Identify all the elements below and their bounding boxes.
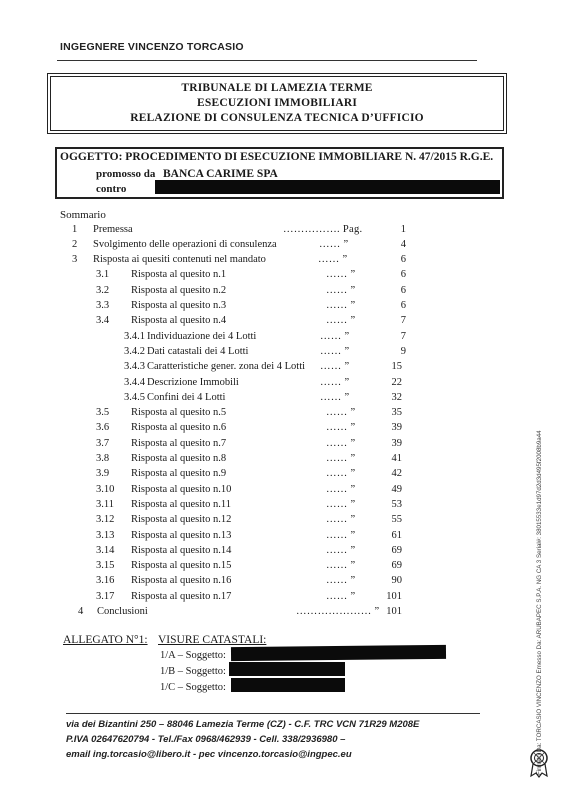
toc-page-number: 4: [400, 238, 406, 250]
toc-section-number: 3.2: [96, 284, 110, 296]
toc-section-title: Risposta al quesito n.10: [131, 483, 232, 495]
toc-section-number: 4: [78, 606, 84, 617]
toc-section-number: 3.4.3: [124, 361, 145, 373]
toc-leader: …… ”: [326, 422, 356, 434]
toc-page-number: 35: [391, 407, 402, 419]
promoter-value: BANCA CARIME SPA: [163, 168, 278, 180]
toc-leader: …… ”: [326, 560, 356, 572]
toc-leader: …… ”: [319, 238, 349, 250]
toc-section-number: 3.7: [96, 437, 110, 449]
toc-leader: …… ”: [326, 453, 356, 464]
toc-leader: …… ”: [326, 483, 356, 495]
toc-row: [0, 484, 565, 499]
toc-leader: …… ”: [320, 361, 350, 373]
toc-section-number: 3.17: [96, 590, 115, 602]
toc-section-number: 3.14: [96, 544, 115, 556]
toc-leader: …… ”: [326, 590, 356, 602]
toc-row: [0, 499, 565, 514]
toc-section-number: 3: [72, 254, 78, 266]
annex-title: ALLEGATO N°1:: [63, 634, 148, 646]
toc-row: [0, 377, 565, 392]
toc-leader: ………………… ”: [296, 606, 380, 617]
toc-page-number: 61: [391, 529, 402, 541]
toc-section-title: Confini dei 4 Lotti: [147, 391, 226, 403]
toc-page-number: 41: [391, 453, 402, 464]
toc-row: [0, 239, 565, 254]
toc-section-number: 3.8: [96, 453, 110, 464]
toc-section-number: 3.5: [96, 407, 110, 419]
toc-row: [0, 560, 565, 575]
toc-row: [0, 392, 565, 407]
toc-page-number: 7: [400, 330, 406, 342]
toc-page-number: 101: [386, 590, 402, 602]
toc-section-number: 3.1: [96, 269, 110, 281]
toc-section-title: Risposta al quesito n.13: [131, 529, 232, 541]
toc-leader: …… ”: [320, 391, 350, 403]
toc-leader: …… ”: [326, 437, 356, 449]
toc-page-number: 55: [391, 514, 402, 526]
toc-page-number: 69: [391, 544, 402, 556]
toc-page-number: 6: [400, 269, 406, 281]
toc-section-number: 3.10: [96, 483, 115, 495]
toc-page-number: 6: [400, 300, 406, 311]
toc-section-title: Risposta al quesito n.12: [131, 514, 232, 526]
toc-section-number: 2: [72, 238, 78, 250]
toc-section-number: 1: [72, 223, 78, 235]
toc-section-title: Risposta al quesito n.7: [131, 437, 227, 449]
promoter-label: promosso da: [96, 168, 156, 180]
toc-section-title: Dati catastali dei 4 Lotti: [147, 345, 249, 357]
toc-row: [0, 315, 565, 330]
toc-section-number: 3.6: [96, 422, 110, 434]
toc-page-number: 9: [400, 345, 406, 357]
toc-page-number: 101: [386, 606, 402, 617]
against-label: contro: [96, 183, 127, 195]
signature-text: Firmato Da: TORCASIO VINCENZO Emesso Da: ARUBAPEC S.P.A. NG CA 3 Serial#: 38015533e1d97d2d3d495f2008b9a44: [536, 430, 543, 775]
toc-section-title: Conclusioni: [97, 606, 148, 617]
toc-section-number: 3.13: [96, 529, 115, 541]
toc-row: [0, 438, 565, 453]
toc-page-number: 69: [391, 560, 402, 572]
footer-phone: P.IVA 02647620794 - Tel./Fax 0968/462939 - Cell. 338/2936980 –: [66, 734, 346, 745]
subject-title: OGGETTO: PROCEDIMENTO DI ESECUZIONE IMMOBILIARE N. 47/2015 R.G.E.: [60, 151, 494, 163]
toc-section-title: Risposta al quesito n.15: [131, 560, 232, 572]
court-name: TRIBUNALE DI LAMEZIA TERME: [181, 82, 373, 94]
seal-icon: [528, 748, 550, 778]
toc-leader: ……………. Pag.: [283, 223, 363, 235]
toc-row: [0, 269, 565, 284]
toc-section-number: 3.4.1: [124, 330, 145, 342]
toc-section-title: Svolgimento delle operazioni di consulenza: [93, 238, 277, 250]
toc-section-title: Risposta al quesito n.2: [131, 284, 227, 296]
toc-section-number: 3.9: [96, 468, 110, 480]
report-title: RELAZIONE DI CONSULENZA TECNICA D’UFFICIO: [130, 112, 424, 124]
toc-page-number: 39: [391, 437, 402, 449]
toc-leader: …… ”: [326, 468, 356, 480]
toc-row: [0, 530, 565, 545]
toc-leader: …… ”: [326, 498, 356, 510]
toc-section-title: Caratteristiche gener. zona dei 4 Lotti: [147, 361, 306, 373]
toc-leader: …… ”: [320, 345, 350, 357]
toc-leader: …… ”: [326, 315, 356, 327]
toc-section-title: Risposta al quesito n.6: [131, 422, 227, 434]
toc-leader: …… ”: [326, 544, 356, 556]
redaction-bar: [231, 678, 345, 692]
toc-leader: …… ”: [326, 514, 356, 526]
annex-item: 1/A – Soggetto:: [160, 650, 226, 661]
toc-section-number: 3.3: [96, 300, 110, 311]
toc-section-title: Risposta al quesito n.1: [131, 269, 227, 281]
toc-section-title: Individuazione dei 4 Lotti: [147, 330, 257, 342]
toc-leader: …… ”: [320, 330, 350, 342]
toc-leader: …… ”: [318, 254, 348, 266]
toc-page-number: 15: [391, 361, 402, 373]
annex-label: VISURE CATASTALI:: [158, 634, 267, 646]
toc-row: [0, 591, 565, 606]
toc-row: [0, 224, 565, 239]
toc-page-number: 22: [391, 376, 402, 388]
author-header: INGEGNERE VINCENZO TORCASIO: [60, 41, 244, 53]
toc-section-title: Risposta al quesito n.8: [131, 453, 227, 464]
footer-address: via dei Bizantini 250 – 88046 Lamezia Terme (CZ) - C.F. TRC VCN 71R29 M208E: [66, 719, 420, 730]
toc-leader: …… ”: [326, 284, 356, 296]
toc-row: [0, 361, 565, 376]
toc-section-title: Risposta ai quesiti contenuti nel mandato: [93, 254, 266, 266]
toc-page-number: 32: [391, 391, 402, 403]
toc-row: [0, 285, 565, 300]
toc-section-title: Risposta al quesito n.16: [131, 575, 232, 587]
toc-section-title: Risposta al quesito n.4: [131, 315, 227, 327]
court-section: ESECUZIONI IMMOBILIARI: [197, 97, 357, 109]
toc-row: [0, 331, 565, 346]
redaction-bar: [229, 662, 345, 676]
toc-section-number: 3.4: [96, 315, 110, 327]
toc-leader: …… ”: [326, 407, 356, 419]
toc-section-number: 3.16: [96, 575, 115, 587]
toc-section-title: Risposta al quesito n.14: [131, 544, 232, 556]
toc-section-number: 3.12: [96, 514, 115, 526]
toc-section-title: Premessa: [93, 223, 133, 235]
toc-page-number: 39: [391, 422, 402, 434]
toc-leader: …… ”: [326, 300, 356, 311]
footer-divider: [66, 713, 480, 714]
toc-row: [0, 254, 565, 269]
toc-row: [0, 300, 565, 315]
toc-row: [0, 422, 565, 437]
toc-section-number: 3.4.4: [124, 376, 145, 388]
annex-item: 1/C – Soggetto:: [160, 682, 226, 693]
toc-row: [0, 514, 565, 529]
toc-row: [0, 468, 565, 483]
toc-section-number: 3.4.2: [124, 345, 145, 357]
toc-leader: …… ”: [326, 575, 356, 587]
toc-row: [0, 606, 565, 621]
toc-row: [0, 346, 565, 361]
toc-heading: Sommario: [60, 209, 106, 221]
redaction-bar: [231, 645, 446, 661]
toc-section-number: 3.4.5: [124, 391, 145, 403]
annex-item: 1/B – Soggetto:: [160, 666, 226, 677]
toc-section-title: Risposta al quesito n.17: [131, 590, 232, 602]
toc-section-number: 3.15: [96, 560, 115, 572]
toc-leader: …… ”: [326, 529, 356, 541]
footer-email: email ing.torcasio@libero.it - pec vincenzo.torcasio@ingpec.eu: [66, 749, 352, 760]
toc-row: [0, 407, 565, 422]
toc-page-number: 49: [391, 483, 402, 495]
toc-section-number: 3.11: [96, 498, 114, 510]
toc-page-number: 6: [400, 284, 406, 296]
toc-page-number: 42: [391, 468, 402, 480]
toc-page-number: 53: [391, 498, 402, 510]
toc-section-title: Risposta al quesito n.3: [131, 300, 227, 311]
toc-leader: …… ”: [326, 269, 356, 281]
toc-row: [0, 545, 565, 560]
toc-page-number: 6: [400, 254, 406, 266]
toc-page-number: 1: [400, 223, 406, 235]
toc-section-title: Descrizione Immobili: [147, 376, 239, 388]
toc-row: [0, 575, 565, 590]
toc-page-number: 7: [400, 315, 406, 327]
toc-leader: …… ”: [320, 376, 350, 388]
toc-section-title: Risposta al quesito n.5: [131, 407, 227, 419]
toc-section-title: Risposta al quesito n.9: [131, 468, 227, 480]
toc-section-title: Risposta al quesito n.11: [131, 498, 231, 510]
toc-row: [0, 453, 565, 468]
toc-page-number: 90: [391, 575, 402, 587]
